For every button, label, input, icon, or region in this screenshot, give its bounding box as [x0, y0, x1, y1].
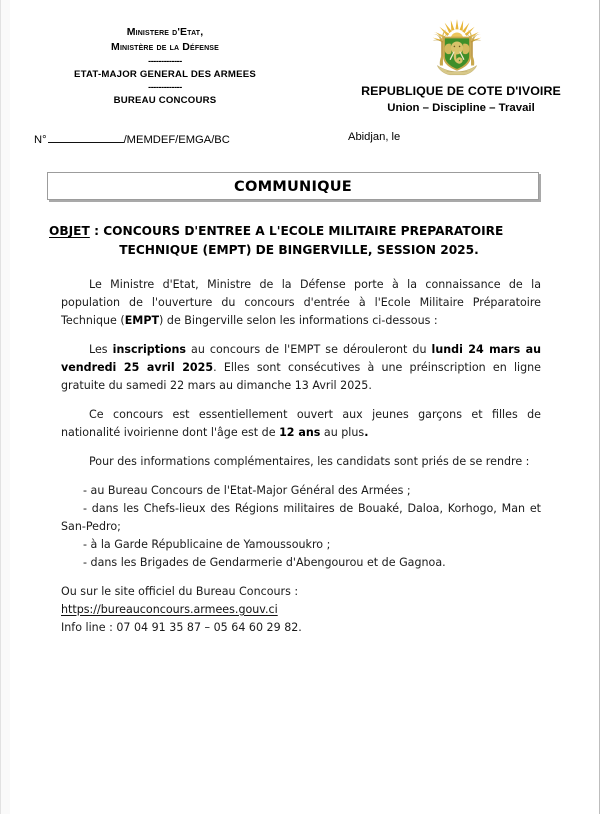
p2-bold-inscriptions: inscriptions: [112, 342, 186, 356]
subject-label: OBJET: [49, 224, 90, 238]
ministry-line-2: Ministère de la Défense: [111, 40, 219, 53]
p2-text-3: . Elles sont consécutives à une préinscription en ligne gratuite du samedi 22 mars au dimanche 13 Avril 2025.: [61, 360, 542, 392]
p3-bold-period: .: [364, 425, 369, 439]
footer-website-intro: Ou sur le site officiel du Bureau Concours :: [61, 584, 299, 598]
p1-text-1: Le Ministre d'Etat, Ministre de la Défense porte à la connaissance de la population de l'ouverture du concours d'entrée à l'Ecole Militaire Préparatoire Technique (: [61, 278, 541, 327]
ministry-divider-2: -------------: [148, 82, 182, 93]
body-paragraph-3: [61, 406, 541, 442]
coat-of-arms-icon: [426, 18, 488, 80]
body-paragraph-4: [61, 453, 541, 471]
body-paragraph-1: [61, 276, 541, 330]
document-body: [61, 276, 541, 636]
ministry-line-3: ETAT-MAJOR GENERAL DES ARMEES: [74, 68, 256, 80]
republic-motto: Union – Discipline – Travail: [387, 101, 535, 114]
communique-title-box: [47, 172, 539, 200]
p3-text-1: Ce concours est essentiellement ouvert aux jeunes garçons et filles de nationalité ivoirienne dont l'âge est de: [61, 407, 541, 439]
ministry-divider-1: -------------: [148, 55, 182, 66]
p2-text-1: Les: [89, 342, 113, 356]
document-header: [1, 0, 600, 160]
locations-list: [61, 482, 541, 572]
subject-separator: :: [89, 224, 104, 238]
list-item: - à la Garde Républicaine de Yamoussoukro ;: [83, 537, 331, 551]
bureau-concours-url[interactable]: https://bureauconcours.armees.gouv.ci: [61, 602, 278, 616]
footer-info-line: Info line : 07 04 91 35 87 – 05 64 60 29 82.: [61, 620, 302, 634]
contact-footer: [61, 583, 541, 637]
reference-number-line: [34, 131, 230, 146]
p1-bold-empt: EMPT: [124, 313, 160, 327]
ministry-line-4: BUREAU CONCOURS: [113, 95, 217, 107]
ministry-letterhead: [15, 25, 315, 108]
reference-blank-field[interactable]: [48, 131, 124, 143]
subject-block: [49, 222, 549, 259]
communique-title: COMMUNIQUE: [234, 177, 352, 195]
p2-text-2: au concours de l'EMPT se dérouleront du: [185, 342, 432, 356]
p1-text-2: ) de Bingerville selon les informations ci-dessous :: [159, 313, 438, 327]
reference-prefix: N°: [34, 134, 47, 146]
p4-text: Pour des informations complémentaires, les candidats sont priés de se rendre :: [89, 454, 530, 468]
reference-suffix: /MEMDEF/EMGA/BC: [123, 134, 230, 146]
body-paragraph-2: [61, 341, 541, 395]
subject-line-2: TECHNIQUE (EMPT) DE BINGERVILLE, SESSION 2025.: [119, 242, 479, 257]
republic-letterhead: [331, 84, 591, 116]
p2-bold-dates: lundi 24 mars au vendredi 25 avril 2025: [61, 342, 541, 374]
republic-title: REPUBLIQUE DE COTE D'IVOIRE: [361, 84, 561, 98]
list-item: - au Bureau Concours de l'Etat-Major Général des Armées ;: [83, 483, 411, 497]
list-item: - dans les Chefs-lieux des Régions militaires de Bouaké, Daloa, Korhogo, Man et San-Pedro;: [61, 501, 541, 533]
p3-bold-age: 12 ans: [279, 425, 321, 439]
place-date-line: Abidjan, le: [348, 131, 401, 143]
list-item: - dans les Brigades de Gendarmerie d'Abengourou et de Gagnoa.: [83, 555, 446, 569]
subject-line-1: CONCOURS D'ENTREE A L'ECOLE MILITAIRE PREPARATOIRE: [103, 224, 504, 238]
p3-text-2: au plus: [320, 425, 365, 439]
ministry-line-1: Ministere d'Etat,: [126, 26, 204, 38]
